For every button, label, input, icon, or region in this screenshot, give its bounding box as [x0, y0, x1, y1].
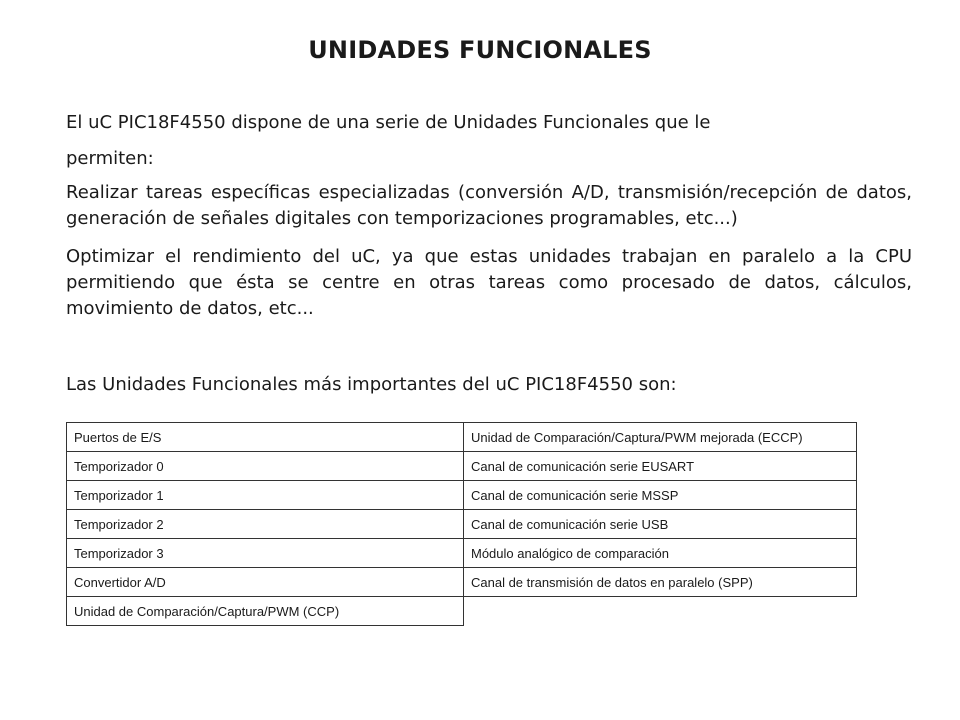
table-cell: Unidad de Comparación/Captura/PWM (CCP)	[67, 597, 464, 626]
point-optimize-performance: Optimizar el rendimiento del uC, ya que estas unidades trabajan en paralelo a la CPU permitiendo que ésta se centre en otras tareas como procesado de datos, cálculos, movimiento de datos, etc...	[66, 246, 912, 319]
intro-paragraph: El uC PIC18F4550 dispone de una serie de Unidades Funcionales que le	[66, 112, 711, 133]
point-specialized-tasks: Realizar tareas específicas especializadas (conversión A/D, transmisión/recepción de datos, generación de señales digitales con temporizaciones programables, etc...)	[66, 182, 912, 229]
empty-cell	[464, 597, 857, 626]
table-cell: Unidad de Comparación/Captura/PWM mejorada (ECCP)	[464, 423, 857, 452]
table-cell: Canal de comunicación serie EUSART	[464, 452, 857, 481]
list-intro: Las Unidades Funcionales más importantes del uC PIC18F4550 son:	[66, 374, 677, 395]
table-cell: Convertidor A/D	[67, 568, 464, 597]
functional-units-table	[66, 422, 857, 626]
table-row	[67, 539, 857, 568]
table-cell: Canal de comunicación serie USB	[464, 510, 857, 539]
table-cell: Módulo analógico de comparación	[464, 539, 857, 568]
table-cell: Canal de transmisión de datos en paralelo (SPP)	[464, 568, 857, 597]
table-cell: Temporizador 1	[67, 481, 464, 510]
table-row	[67, 481, 857, 510]
table-row	[67, 568, 857, 597]
table-cell: Puertos de E/S	[67, 423, 464, 452]
table-row	[67, 452, 857, 481]
table-row	[67, 597, 857, 626]
page-title: UNIDADES FUNCIONALES	[308, 36, 652, 64]
intro-continuation: permiten:	[66, 148, 154, 169]
table-row	[67, 510, 857, 539]
table-cell: Temporizador 3	[67, 539, 464, 568]
table-cell: Temporizador 0	[67, 452, 464, 481]
table-row	[67, 423, 857, 452]
table-cell: Canal de comunicación serie MSSP	[464, 481, 857, 510]
table-cell: Temporizador 2	[67, 510, 464, 539]
